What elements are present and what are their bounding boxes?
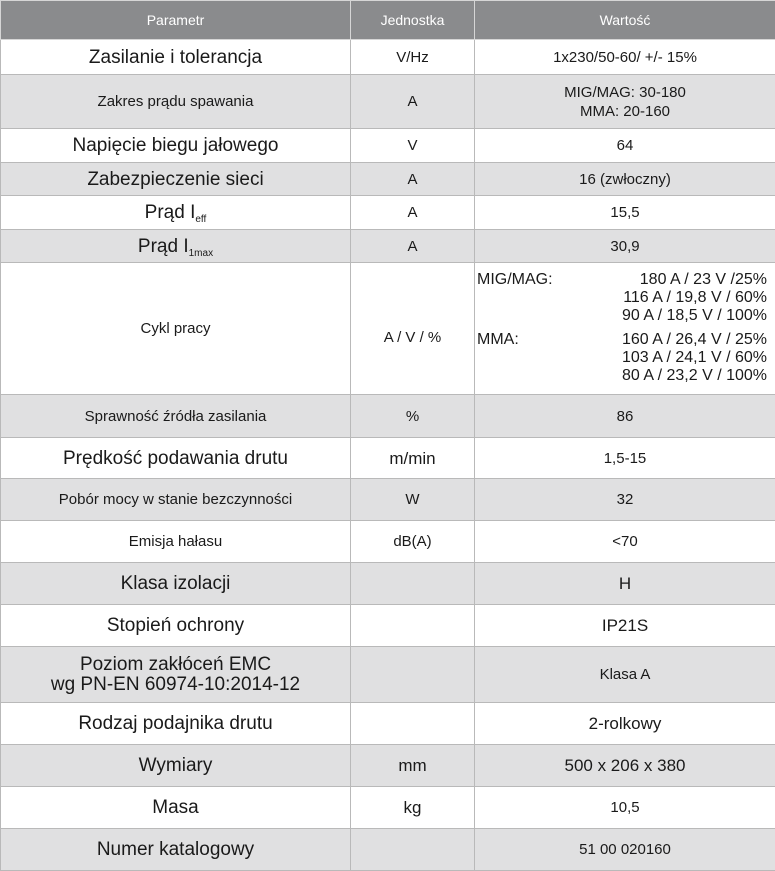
param-subscript: eff xyxy=(195,214,206,225)
param-cell: Napięcie biegu jałowego xyxy=(1,129,351,163)
unit-cell: A xyxy=(351,163,475,196)
value-cell: 64 xyxy=(475,129,775,163)
unit-cell: W xyxy=(351,479,475,521)
param-cell: Masa xyxy=(1,787,351,829)
duty-line: 103 A / 24,1 V / 60% xyxy=(622,349,767,367)
value-cell: 16 (zwłoczny) xyxy=(475,163,775,196)
table-row xyxy=(1,438,775,479)
param-cell xyxy=(1,196,351,230)
unit-cell: kg xyxy=(351,787,475,829)
value-cell: 1x230/50-60/ +/- 15% xyxy=(475,40,775,75)
table-row xyxy=(1,829,775,871)
param-cell: Prędkość podawania drutu xyxy=(1,438,351,479)
duty-line: 116 A / 19,8 V / 60% xyxy=(622,289,767,307)
value-cell: 1,5-15 xyxy=(475,438,775,479)
table-row xyxy=(1,647,775,703)
unit-cell: A xyxy=(351,230,475,263)
table-row xyxy=(1,196,775,230)
param-cell: Zakres prądu spawania xyxy=(1,75,351,129)
unit-cell xyxy=(351,605,475,647)
value-cell: H xyxy=(475,563,775,605)
value-cell: 10,5 xyxy=(475,787,775,829)
table-row xyxy=(1,129,775,163)
table-row xyxy=(1,563,775,605)
param-cell: Zabezpieczenie sieci xyxy=(1,163,351,196)
unit-cell xyxy=(351,829,475,871)
mma-label: MMA: xyxy=(477,331,519,349)
param-cell: Pobór mocy w stanie bezczynności xyxy=(1,479,351,521)
table-row xyxy=(1,230,775,263)
table-row xyxy=(1,745,775,787)
mma-values xyxy=(622,331,767,385)
duty-line: 180 A / 23 V /25% xyxy=(622,271,767,289)
header-parameter: Parametr xyxy=(1,1,351,40)
value-cell: <70 xyxy=(475,521,775,563)
duty-cycle-block xyxy=(475,265,775,393)
param-cell: Rodzaj podajnika drutu xyxy=(1,703,351,745)
param-line: wg PN-EN 60974-10:2014-12 xyxy=(5,675,346,695)
unit-cell xyxy=(351,647,475,703)
table-row xyxy=(1,395,775,438)
unit-cell: V xyxy=(351,129,475,163)
header-value: Wartość xyxy=(475,1,775,40)
param-cell: Numer katalogowy xyxy=(1,829,351,871)
table-row xyxy=(1,605,775,647)
table-row xyxy=(1,703,775,745)
value-cell: 51 00 020160 xyxy=(475,829,775,871)
param-cell: Zasilanie i tolerancja xyxy=(1,40,351,75)
header-unit: Jednostka xyxy=(351,1,475,40)
value-line: MIG/MAG: 30-180 xyxy=(479,83,771,102)
unit-cell xyxy=(351,563,475,605)
table-row xyxy=(1,479,775,521)
param-cell xyxy=(1,230,351,263)
duty-line: 160 A / 26,4 V / 25% xyxy=(622,331,767,349)
param-cell: Cykl pracy xyxy=(1,263,351,395)
param-line: Poziom zakłóceń EMC xyxy=(5,655,346,675)
param-cell: Sprawność źródła zasilania xyxy=(1,395,351,438)
unit-cell: dB(A) xyxy=(351,521,475,563)
param-cell: Emisja hałasu xyxy=(1,521,351,563)
value-line: MMA: 20-160 xyxy=(479,102,771,121)
param-text: Prąd I xyxy=(138,236,189,257)
param-cell: Klasa izolacji xyxy=(1,563,351,605)
table-row xyxy=(1,40,775,75)
param-text: Prąd I xyxy=(145,202,196,223)
unit-cell xyxy=(351,703,475,745)
table-row xyxy=(1,163,775,196)
mig-label: MIG/MAG: xyxy=(477,271,553,289)
value-cell: 15,5 xyxy=(475,196,775,230)
param-cell xyxy=(1,647,351,703)
value-cell: 32 xyxy=(475,479,775,521)
value-cell: 500 x 206 x 380 xyxy=(475,745,775,787)
value-cell: Klasa A xyxy=(475,647,775,703)
mig-values xyxy=(622,271,767,325)
param-subscript: 1max xyxy=(189,248,213,259)
table-row xyxy=(1,263,775,395)
value-cell xyxy=(475,75,775,129)
unit-cell: mm xyxy=(351,745,475,787)
duty-line: 90 A / 18,5 V / 100% xyxy=(622,307,767,325)
table-row xyxy=(1,787,775,829)
value-cell xyxy=(475,263,775,395)
duty-line: 80 A / 23,2 V / 100% xyxy=(622,367,767,385)
table-header-row xyxy=(1,1,775,40)
unit-cell: A / V / % xyxy=(351,263,475,395)
value-cell: IP21S xyxy=(475,605,775,647)
value-cell: 86 xyxy=(475,395,775,438)
param-cell: Stopień ochrony xyxy=(1,605,351,647)
unit-cell: m/min xyxy=(351,438,475,479)
unit-cell: V/Hz xyxy=(351,40,475,75)
unit-cell: A xyxy=(351,75,475,129)
unit-cell: A xyxy=(351,196,475,230)
unit-cell: % xyxy=(351,395,475,438)
value-cell: 30,9 xyxy=(475,230,775,263)
table-row xyxy=(1,75,775,129)
table-row xyxy=(1,521,775,563)
param-cell: Wymiary xyxy=(1,745,351,787)
value-cell: 2-rolkowy xyxy=(475,703,775,745)
